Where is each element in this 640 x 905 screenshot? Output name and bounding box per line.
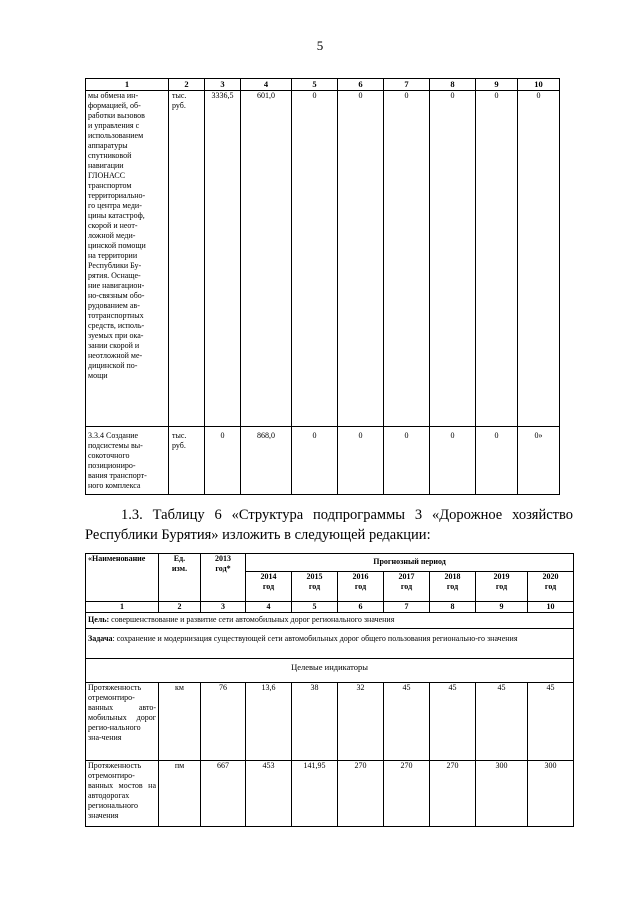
- header-year: 2016 год: [338, 572, 384, 602]
- header-year: 2017 год: [384, 572, 430, 602]
- column-number: 1: [86, 602, 159, 613]
- cell-value: 667: [201, 761, 246, 827]
- column-number: 7: [384, 79, 430, 91]
- column-number: 3: [205, 79, 241, 91]
- goal-text: совершенствование и развитие сети автомобильных дорог регионального значения: [109, 615, 395, 624]
- column-number: 10: [528, 602, 574, 613]
- column-number-row: [86, 79, 560, 91]
- goal-cell: [86, 613, 574, 629]
- row-unit: тыс. руб.: [169, 426, 205, 494]
- subprogram-structure-table: [85, 553, 574, 827]
- header-year: 2015 год: [292, 572, 338, 602]
- header-base-year: 2013 год*: [201, 554, 246, 602]
- cell-value: 0»: [518, 426, 560, 494]
- row-name: мы обмена ин- формацией, об- работки вызовов и управления с использованием аппаратуры спутниковой навигации ГЛОНАСС транспортом территориально- го центра меди- цины катастроф, скорой и неот- ложной меди- цинской помощи на территории Республики Бу- рятия. Оснаще- ние навигацион- но-связным обо- рудованием ав- тотранспортных средств, исполь- зуемых при ока- зании скорой и неотложной ме- дицинской по- мощи: [86, 90, 169, 426]
- cell-value: 270: [384, 761, 430, 827]
- column-number-row: [86, 602, 574, 613]
- header-forecast-period: Прогнозный период: [246, 554, 574, 572]
- task-label: Задача: [88, 634, 113, 643]
- task-cell: [86, 629, 574, 659]
- row-unit: пм: [159, 761, 201, 827]
- column-number: 5: [292, 602, 338, 613]
- indicators-title: Целевые индикаторы: [86, 659, 574, 683]
- cell-value: 300: [528, 761, 574, 827]
- cell-value: 45: [476, 683, 528, 761]
- cell-value: 601,0: [241, 90, 292, 426]
- row-unit: км: [159, 683, 201, 761]
- indicators-row: [86, 659, 574, 683]
- table-row: [86, 426, 560, 494]
- cell-value: 32: [338, 683, 384, 761]
- cell-value: 270: [338, 761, 384, 827]
- cell-value: 300: [476, 761, 528, 827]
- header-year: 2014 год: [246, 572, 292, 602]
- funding-table-continued: [85, 78, 560, 495]
- column-number: 10: [518, 79, 560, 91]
- table-row: [86, 761, 574, 827]
- cell-value: 0: [338, 426, 384, 494]
- cell-value: 0: [338, 90, 384, 426]
- cell-value: 45: [528, 683, 574, 761]
- cell-value: 0: [384, 426, 430, 494]
- column-number: 7: [384, 602, 430, 613]
- cell-value: 0: [205, 426, 241, 494]
- table-row: [86, 90, 560, 426]
- row-name: Протяженность отремонтиро-ванных авто-мобильных дорог регио-нального зна-чения: [86, 683, 159, 761]
- page-number: 5: [316, 38, 324, 53]
- cell-value: 45: [384, 683, 430, 761]
- goal-row: [86, 613, 574, 629]
- column-number: 9: [476, 79, 518, 91]
- header-year: 2018 год: [430, 572, 476, 602]
- cell-value: 76: [201, 683, 246, 761]
- cell-value: 0: [292, 426, 338, 494]
- column-number: 2: [169, 79, 205, 91]
- cell-value: 868,0: [241, 426, 292, 494]
- column-number: 4: [241, 79, 292, 91]
- cell-value: 38: [292, 683, 338, 761]
- table-row: [86, 683, 574, 761]
- amendment-paragraph: 1.3. Таблицу 6 «Структура подпрограммы 3 «Дорожное хозяйство Республики Бурятия» изложить в следующей редакции:: [85, 507, 573, 543]
- cell-value: 453: [246, 761, 292, 827]
- cell-value: 13,6: [246, 683, 292, 761]
- cell-value: 0: [292, 90, 338, 426]
- cell-value: 0: [430, 426, 476, 494]
- header-unit: Ед. изм.: [159, 554, 201, 602]
- column-number: 1: [86, 79, 169, 91]
- cell-value: 270: [430, 761, 476, 827]
- row-name: Протяженность отремонтиро-ванных мостов на автодорогах регионального значения: [86, 761, 159, 827]
- column-number: 2: [159, 602, 201, 613]
- cell-value: 0: [476, 426, 518, 494]
- column-number: 8: [430, 79, 476, 91]
- cell-value: 45: [430, 683, 476, 761]
- cell-value: 0: [476, 90, 518, 426]
- cell-value: 0: [518, 90, 560, 426]
- column-number: 6: [338, 602, 384, 613]
- task-row: [86, 629, 574, 659]
- header-name: «Наименование: [86, 554, 159, 602]
- column-number: 5: [292, 79, 338, 91]
- cell-value: 0: [384, 90, 430, 426]
- column-number: 6: [338, 79, 384, 91]
- header-year: 2020 год: [528, 572, 574, 602]
- column-number: 3: [201, 602, 246, 613]
- header-row: [86, 554, 574, 572]
- goal-label: Цель:: [88, 615, 110, 624]
- task-text: : сохранение и модернизация существующей сети автомобильных дорог общего пользования регионально-го значения: [112, 634, 518, 643]
- column-number: 9: [476, 602, 528, 613]
- cell-value: 0: [430, 90, 476, 426]
- header-year: 2019 год: [476, 572, 528, 602]
- row-unit: тыс. руб.: [169, 90, 205, 426]
- cell-value: 141,95: [292, 761, 338, 827]
- column-number: 4: [246, 602, 292, 613]
- row-name: 3.3.4 Создание подсистемы вы- сокоточного позициониро- вания транспорт- ного комплекса: [86, 426, 169, 494]
- column-number: 8: [430, 602, 476, 613]
- cell-value: 3336,5: [205, 90, 241, 426]
